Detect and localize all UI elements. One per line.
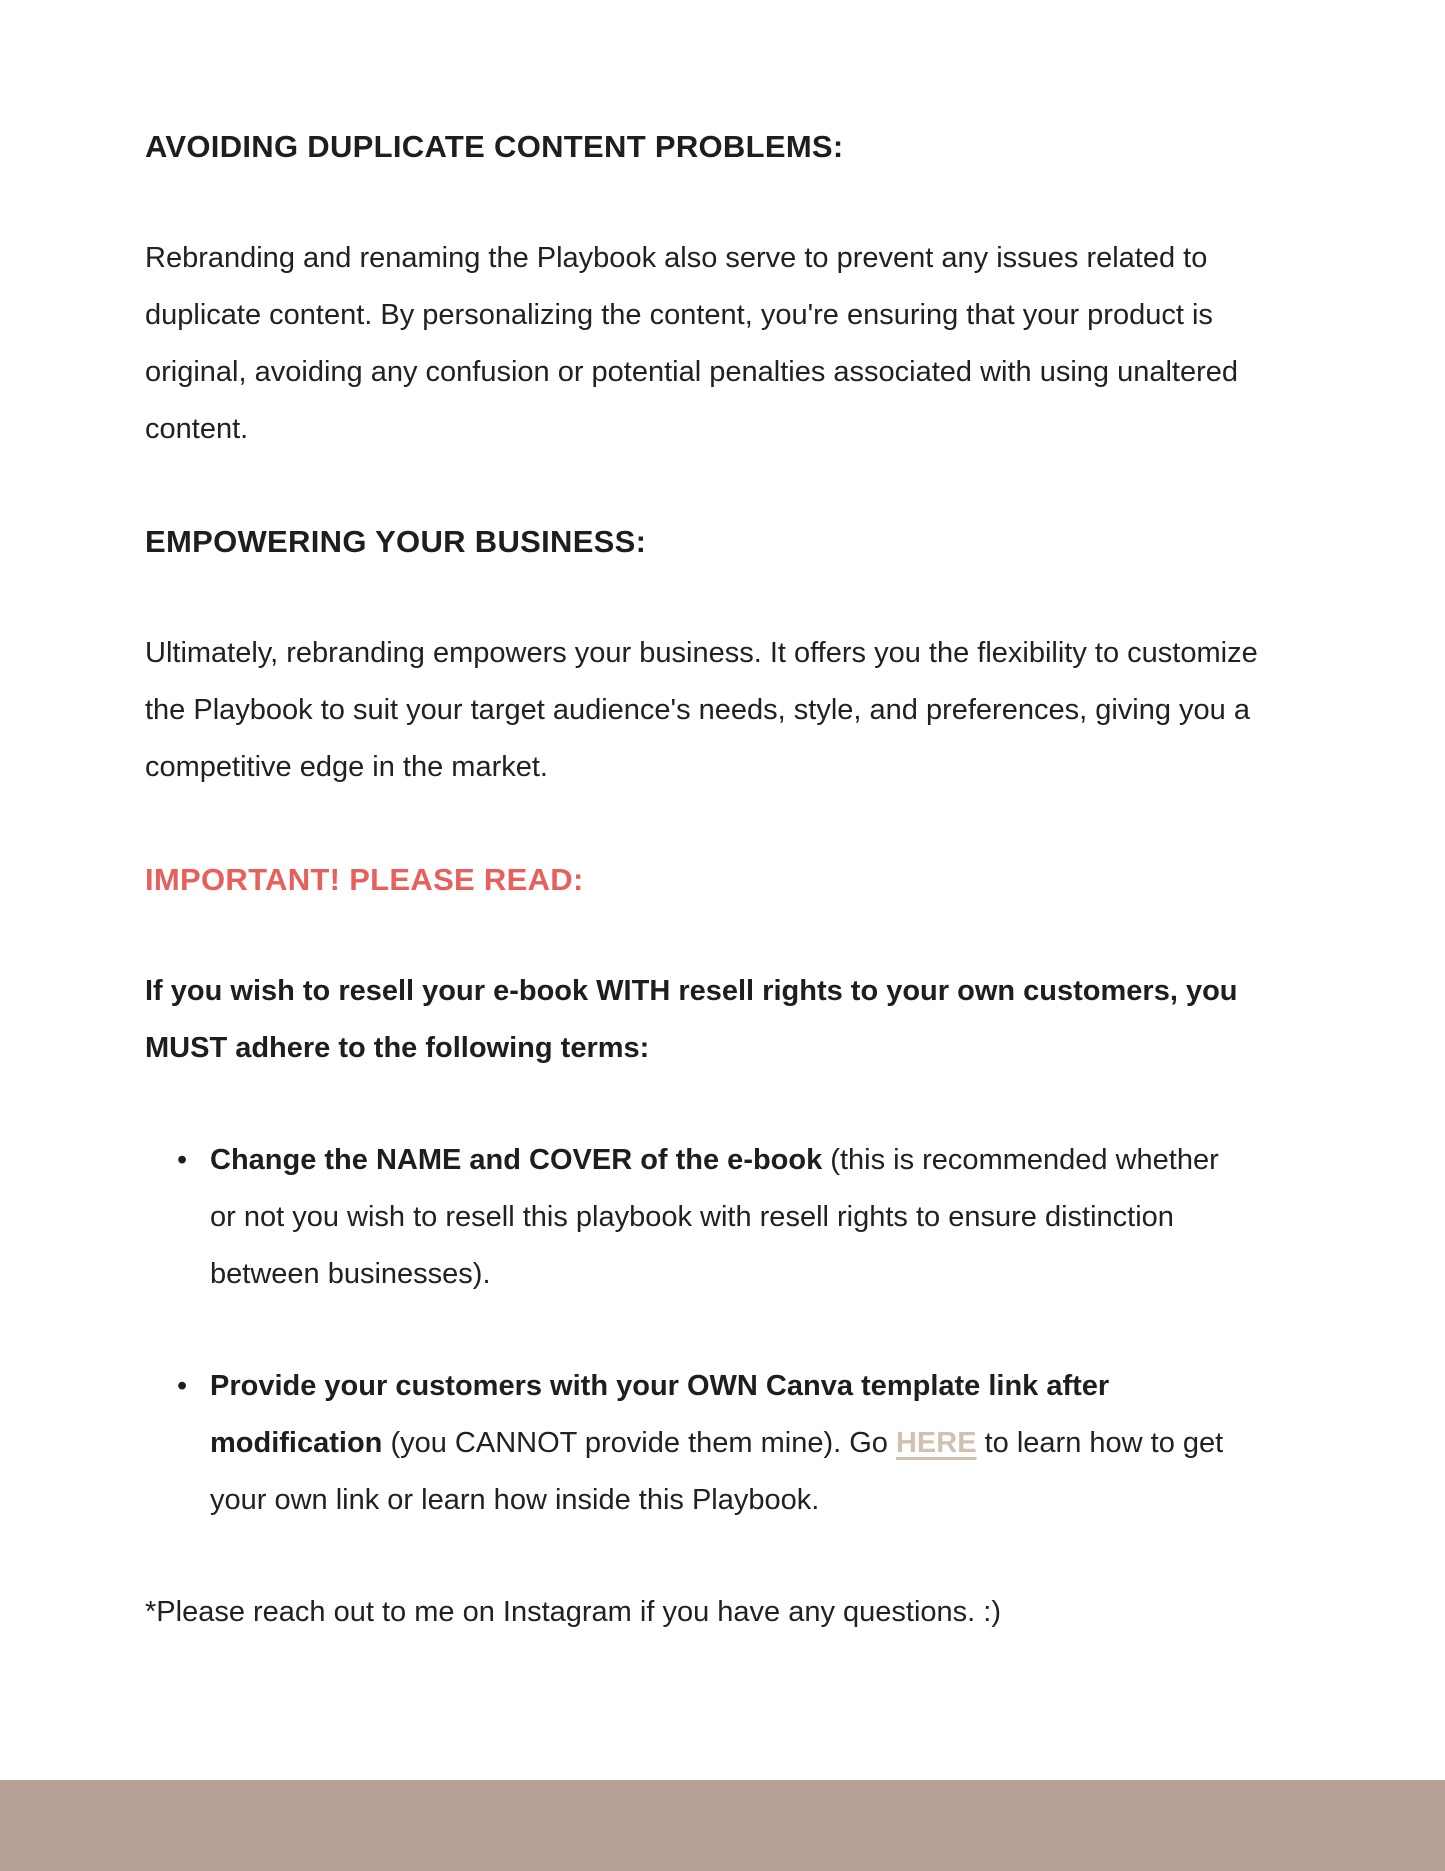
footer-bar — [0, 1780, 1445, 1871]
bullet-bold-text: Provide your customers with your OWN Canva template link after modification — [210, 1370, 1110, 1459]
section-heading-empowering-your-business: EMPOWERING YOUR BUSINESS: — [145, 524, 647, 559]
bullet-bold-text: Change the NAME and COVER of the e-book — [210, 1144, 823, 1176]
terms-list — [145, 1132, 1295, 1529]
bullet-icon: • — [177, 1370, 188, 1402]
paragraph-empowering-business: Ultimately, rebranding empowers your business. It offers you the flexibility to customize the Playbook to suit your target audience's needs, style, and preferences, giving you a competitive edge in the market. — [145, 637, 1258, 783]
important-please-read-heading: IMPORTANT! PLEASE READ: — [145, 862, 584, 897]
bullet-regular-text: (you CANNOT provide them mine). Go — [382, 1427, 896, 1459]
bullet-text — [210, 1358, 1250, 1529]
section-heading-avoiding-duplicate-content: AVOIDING DUPLICATE CONTENT PROBLEMS: — [145, 129, 844, 164]
list-item-change-name-cover — [145, 1132, 1295, 1303]
list-item-canva-template-link — [145, 1358, 1295, 1529]
bullet-text — [210, 1132, 1250, 1303]
paragraph-duplicate-content: Rebranding and renaming the Playbook also serve to prevent any issues related to duplicate content. By personalizing the content, you're ensuring that your product is original, avoiding any confusion or potential penalties associated with using unaltered content. — [145, 242, 1239, 445]
bullet-regular-text: to learn how to get your own link or learn how inside this Playbook. — [210, 1427, 1224, 1516]
here-link[interactable]: HERE — [895, 1427, 977, 1459]
resell-terms-intro: If you wish to resell your e-book WITH resell rights to your own customers, you MUST adhere to the following terms: — [145, 975, 1238, 1064]
bullet-icon: • — [177, 1144, 188, 1176]
footnote: *Please reach out to me on Instagram if you have any questions. :) — [145, 1596, 1001, 1628]
bullet-regular-text: (this is recommended whether or not you wish to resell this playbook with resell rights to ensure distinction between businesses). — [210, 1144, 1219, 1290]
